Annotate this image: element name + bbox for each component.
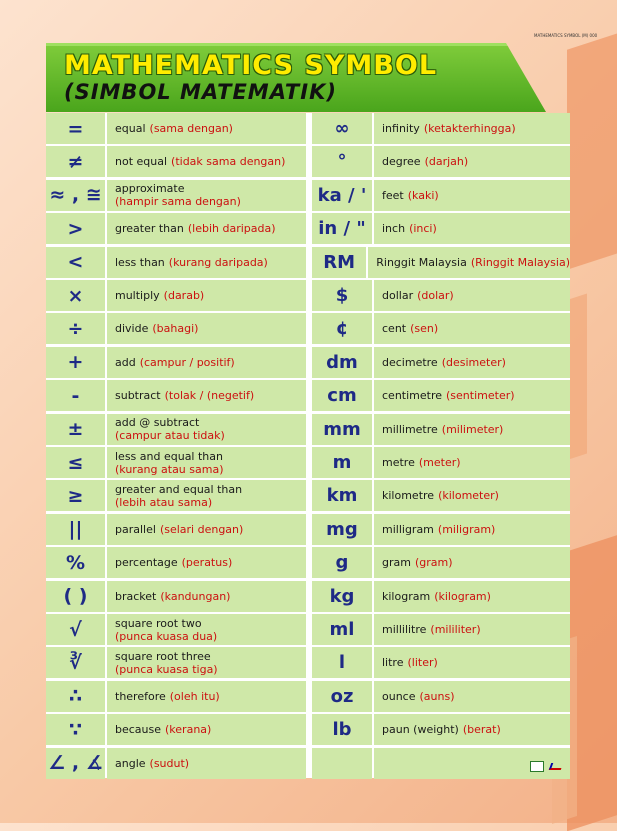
description-cell xyxy=(107,581,306,612)
table-row xyxy=(46,714,306,745)
table-row xyxy=(312,213,570,244)
malay-term: (milimeter) xyxy=(441,422,504,436)
symbol-cell xyxy=(312,447,372,478)
malay-term: (hampir sama dengan) xyxy=(115,195,241,209)
publisher-logo-icon xyxy=(530,761,544,772)
table-row xyxy=(312,581,570,612)
table-row xyxy=(312,347,570,378)
english-term: decimetre xyxy=(382,355,438,369)
malay-term: (sentimeter) xyxy=(446,389,515,403)
table-row xyxy=(46,547,306,578)
english-term: square root three xyxy=(115,649,211,663)
symbol-cell xyxy=(312,414,372,445)
english-term: kilogram xyxy=(382,589,431,603)
table-row xyxy=(46,748,306,779)
table-row xyxy=(46,280,306,311)
symbol-glyph: ∵ xyxy=(68,718,83,741)
malay-term: (lebih atau sama) xyxy=(115,495,213,509)
symbol-cell xyxy=(312,347,372,378)
english-term: angle xyxy=(115,756,146,770)
description-cell xyxy=(374,113,570,144)
symbol-cell xyxy=(312,547,372,578)
english-term: parallel xyxy=(115,522,156,536)
table-row xyxy=(312,714,570,745)
english-term: Ringgit Malaysia xyxy=(376,255,467,269)
english-term: kilometre xyxy=(382,489,435,503)
symbol-cell xyxy=(46,480,105,511)
english-term: centimetre xyxy=(382,389,443,403)
description-cell xyxy=(107,280,306,311)
description-cell xyxy=(374,581,570,612)
table-row xyxy=(46,146,306,177)
symbol-glyph: > xyxy=(67,217,84,240)
english-term: less than xyxy=(115,255,165,269)
description-cell xyxy=(107,113,306,144)
symbol-cell xyxy=(46,447,105,478)
table-row xyxy=(312,647,570,678)
malay-term: (meter) xyxy=(418,456,461,469)
symbol-glyph: ∠ , ∡ xyxy=(48,752,103,775)
description-cell xyxy=(107,347,306,378)
description-cell xyxy=(374,647,570,678)
symbol-glyph: ÷ xyxy=(67,317,84,340)
description-cell xyxy=(107,681,306,712)
malay-term: (inci) xyxy=(409,222,437,236)
english-term: gram xyxy=(382,556,411,570)
table-row xyxy=(312,514,570,545)
symbol-glyph: in / " xyxy=(318,218,366,240)
malay-term: (liter) xyxy=(407,656,438,670)
english-term: infinity xyxy=(382,122,420,135)
symbol-glyph: ≤ xyxy=(67,451,84,474)
description-cell xyxy=(374,681,570,712)
symbol-glyph: ∴ xyxy=(68,685,83,708)
description-cell xyxy=(374,714,570,745)
malay-term: (kurang atau sama) xyxy=(115,462,224,476)
symbol-cell xyxy=(312,313,372,344)
table-row xyxy=(312,614,570,645)
description-cell xyxy=(374,213,570,244)
table-row xyxy=(312,547,570,578)
symbol-glyph: ° xyxy=(337,151,347,173)
symbol-cell xyxy=(312,714,372,745)
symbol-cell xyxy=(312,113,372,144)
symbol-cell xyxy=(46,213,105,244)
symbol-glyph: < xyxy=(67,251,84,274)
malay-term: (berat) xyxy=(462,723,501,737)
symbol-glyph: kg xyxy=(329,585,355,607)
malay-term: (kerana) xyxy=(165,723,212,737)
symbol-cell xyxy=(312,514,372,545)
english-term: divide xyxy=(115,322,149,336)
description-cell xyxy=(368,247,570,278)
table-row xyxy=(46,480,306,511)
malay-term: (kilometer) xyxy=(438,489,499,503)
table-row xyxy=(46,247,306,278)
symbol-cell xyxy=(46,146,105,177)
table-row xyxy=(46,380,306,411)
poster-code: MATHEMATICS SYMBOL (M) 000 xyxy=(534,33,598,38)
symbol-cell xyxy=(312,581,372,612)
malay-term: (kilogram) xyxy=(434,589,491,603)
symbol-glyph: mm xyxy=(323,418,361,440)
english-term: not equal xyxy=(115,155,168,169)
english-term: feet xyxy=(382,188,404,202)
symbol-cell xyxy=(46,180,105,211)
malay-term: (oleh itu) xyxy=(169,689,220,703)
english-term: dollar xyxy=(382,289,414,302)
table-row xyxy=(46,313,306,344)
malay-term: (kaki) xyxy=(407,188,439,202)
malay-term: (kurang daripada) xyxy=(168,255,268,269)
symbol-glyph: × xyxy=(67,284,84,307)
symbol-glyph: ¢ xyxy=(335,318,349,340)
symbol-cell xyxy=(312,647,372,678)
description-cell xyxy=(374,547,570,578)
background-decoration xyxy=(567,30,617,269)
symbol-cell xyxy=(46,313,105,344)
symbol-glyph: m xyxy=(332,452,352,473)
symbol-glyph: ∛ xyxy=(69,651,82,674)
table-row xyxy=(46,614,306,645)
description-cell xyxy=(374,313,570,344)
table-row xyxy=(46,113,306,144)
malay-term: (campur / positif) xyxy=(139,355,235,369)
english-term: litre xyxy=(382,656,404,670)
table-row xyxy=(312,380,570,411)
description-cell xyxy=(374,280,570,311)
symbol-glyph: ± xyxy=(67,418,84,441)
malay-term: (peratus) xyxy=(181,556,233,570)
malay-term: (dolar) xyxy=(417,289,454,302)
english-term: greater than xyxy=(115,222,184,236)
symbol-cell xyxy=(46,113,105,144)
table-row xyxy=(312,447,570,478)
symbol-cell xyxy=(46,581,105,612)
malay-term: (campur atau tidak) xyxy=(115,429,225,443)
description-cell xyxy=(107,547,306,578)
description-cell xyxy=(374,480,570,511)
symbol-cell xyxy=(312,614,372,645)
table-row xyxy=(312,180,570,211)
description-cell xyxy=(374,414,570,445)
symbol-glyph: - xyxy=(71,384,80,407)
english-term: subtract xyxy=(115,389,161,403)
symbol-glyph: oz xyxy=(330,685,354,707)
symbol-cell xyxy=(46,614,105,645)
symbol-glyph: ml xyxy=(329,619,355,640)
description-cell xyxy=(107,614,306,645)
symbol-glyph: l xyxy=(338,652,346,674)
description-cell xyxy=(107,514,306,545)
malay-term: (gram) xyxy=(414,556,453,570)
symbol-table xyxy=(46,113,570,778)
symbol-cell xyxy=(46,514,105,545)
symbol-glyph: ≈ , ≅ xyxy=(49,184,102,207)
english-term: degree xyxy=(382,155,421,169)
table-row xyxy=(312,414,570,445)
english-term: bracket xyxy=(115,589,157,603)
table-row xyxy=(312,280,570,311)
table-row xyxy=(46,180,306,211)
symbol-glyph: ∞ xyxy=(334,118,350,139)
description-cell xyxy=(107,414,306,445)
english-term: millimetre xyxy=(382,422,438,436)
symbol-glyph: ( ) xyxy=(63,585,88,608)
english-term: inch xyxy=(382,222,406,236)
symbol-cell xyxy=(46,748,105,779)
english-term: milligram xyxy=(382,522,434,536)
symbol-glyph: % xyxy=(65,551,86,574)
table-row xyxy=(312,480,570,511)
malay-term: (kandungan) xyxy=(160,589,231,603)
description-cell xyxy=(107,480,306,511)
table-row xyxy=(312,113,570,144)
english-term: percentage xyxy=(115,556,178,570)
english-term: approximate xyxy=(115,182,185,196)
description-cell xyxy=(107,247,306,278)
symbol-glyph: mg xyxy=(326,518,358,540)
malay-term: (darab) xyxy=(163,289,205,302)
english-term: add @ subtract xyxy=(115,416,200,430)
description-cell xyxy=(107,146,306,177)
symbol-cell xyxy=(312,213,372,244)
table-row xyxy=(46,514,306,545)
symbol-cell xyxy=(312,480,372,511)
symbol-cell xyxy=(312,380,372,411)
symbol-glyph: dm xyxy=(326,351,358,373)
malay-term: (selari dengan) xyxy=(159,522,244,536)
malay-term: (tidak sama dengan) xyxy=(171,155,286,169)
english-term: multiply xyxy=(115,289,160,302)
symbol-cell xyxy=(46,714,105,745)
symbol-cell xyxy=(312,146,372,177)
malay-term: (tolak / (negetif) xyxy=(164,389,255,403)
description-cell xyxy=(107,180,306,211)
description-cell xyxy=(107,313,306,344)
description-cell xyxy=(107,748,306,779)
malay-term: (punca kuasa dua) xyxy=(115,629,218,643)
table-row xyxy=(312,313,570,344)
table-row xyxy=(46,447,306,478)
symbol-glyph: + xyxy=(67,351,84,374)
table-row xyxy=(312,146,570,177)
malay-term: (punca kuasa tiga) xyxy=(115,662,218,676)
publisher-logos xyxy=(530,761,562,772)
malay-term: (desimeter) xyxy=(441,355,506,369)
symbol-glyph: km xyxy=(326,485,358,507)
malay-term: (Ringgit Malaysia) xyxy=(470,255,570,269)
symbol-glyph: cm xyxy=(327,385,357,407)
malay-term: (miligram) xyxy=(437,522,496,536)
symbol-cell xyxy=(46,414,105,445)
description-cell xyxy=(374,514,570,545)
symbol-cell xyxy=(46,681,105,712)
description-cell xyxy=(107,380,306,411)
symbol-cell xyxy=(46,247,105,278)
description-cell xyxy=(374,347,570,378)
symbol-cell xyxy=(46,280,105,311)
symbol-glyph: g xyxy=(335,552,349,574)
table-row xyxy=(46,414,306,445)
english-term: metre xyxy=(382,456,415,469)
english-term: paun (weight) xyxy=(382,723,459,737)
symbol-cell xyxy=(312,180,372,211)
description-cell xyxy=(374,146,570,177)
description-cell xyxy=(374,447,570,478)
description-cell xyxy=(374,614,570,645)
symbol-glyph: ≥ xyxy=(67,484,84,507)
malay-term: (auns) xyxy=(419,689,455,703)
english-term: because xyxy=(115,723,162,737)
symbol-glyph: $ xyxy=(335,285,349,306)
symbol-glyph: ka / ' xyxy=(317,184,367,206)
malay-term: (sudut) xyxy=(149,756,190,770)
table-row xyxy=(46,347,306,378)
malay-term: (sen) xyxy=(410,322,439,336)
table-row xyxy=(46,581,306,612)
description-cell xyxy=(107,647,306,678)
symbol-glyph: || xyxy=(68,518,83,541)
table-row xyxy=(46,681,306,712)
malay-term: (darjah) xyxy=(424,155,469,169)
malay-term: (bahagi) xyxy=(152,322,199,336)
description-cell xyxy=(374,380,570,411)
page-subtitle: (SIMBOL MATEMATIK) xyxy=(64,80,337,104)
table-row xyxy=(46,647,306,678)
symbol-cell xyxy=(312,681,372,712)
english-term: cent xyxy=(382,322,407,336)
symbol-cell xyxy=(46,647,105,678)
description-cell xyxy=(107,447,306,478)
english-term: add xyxy=(115,355,136,369)
english-term: less and equal than xyxy=(115,449,223,463)
symbol-cell xyxy=(312,280,372,311)
symbol-cell xyxy=(46,347,105,378)
malay-term: (ketakterhingga) xyxy=(423,122,516,135)
symbol-glyph: RM xyxy=(323,251,356,273)
english-term: ounce xyxy=(382,689,416,703)
symbol-cell xyxy=(46,380,105,411)
malay-term: (mililiter) xyxy=(430,623,481,636)
page-title: MATHEMATICS SYMBOL xyxy=(64,50,438,81)
description-cell xyxy=(107,714,306,745)
symbol-cell xyxy=(312,748,372,779)
table-row xyxy=(312,681,570,712)
symbol-glyph: √ xyxy=(69,618,82,641)
english-term: therefore xyxy=(115,689,166,703)
symbol-cell xyxy=(46,547,105,578)
english-term: greater and equal than xyxy=(115,482,243,496)
description-cell xyxy=(107,213,306,244)
table-row xyxy=(46,213,306,244)
symbol-cell xyxy=(312,247,366,278)
english-term: millilitre xyxy=(382,623,427,636)
english-term: square root two xyxy=(115,616,202,630)
brand-logo-icon xyxy=(548,762,562,771)
symbol-glyph: = xyxy=(67,117,84,140)
table-row xyxy=(312,247,570,278)
malay-term: (lebih daripada) xyxy=(187,222,276,236)
symbol-glyph: ≠ xyxy=(67,150,84,173)
english-term: equal xyxy=(115,122,146,135)
malay-term: (sama dengan) xyxy=(149,122,233,135)
description-cell xyxy=(374,180,570,211)
symbol-glyph: lb xyxy=(332,719,352,741)
